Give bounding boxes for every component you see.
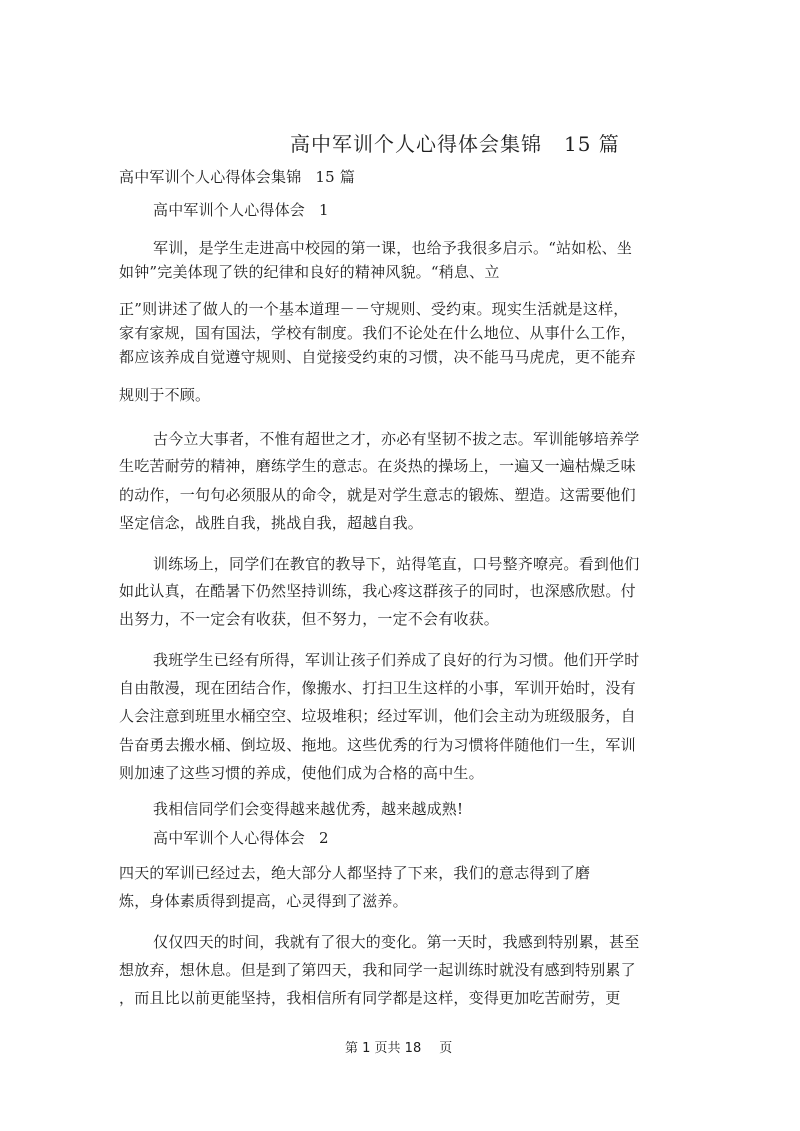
paragraph-line: 都应该养成自觉遵守规则、自觉接受约束的习惯，决不能马马虎虎，更不能弃 (119, 348, 636, 366)
page-number-label: 第 1 页共 18 (345, 1041, 422, 1056)
paragraph-line: 生吃苦耐劳的精神，磨练学生的意志。在炎热的操场上，一遍又一遍枯燥乏味 (119, 457, 636, 475)
paragraph-line: ，而且比以前更能坚持，我相信所有同学都是这样，变得更加吃苦耐劳，更 (119, 989, 621, 1007)
title-count: 15 篇 (564, 132, 620, 156)
paragraph-line: 想放弃，想休息。但是到了第四天，我和同学一起训练时就没有感到特别累了 (119, 961, 636, 979)
section-heading-text: 高中军训个人心得体会 (153, 201, 306, 219)
section-number: 1 (319, 201, 329, 219)
paragraph-line: 我相信同学们会变得越来越优秀，越来越成熟! (153, 800, 464, 818)
paragraph-line: 军训，是学生走进高中校园的第一课，也给予我很多启示。“站如松、坐 (153, 239, 633, 257)
title-text: 高中军训个人心得体会集锦 (290, 132, 542, 156)
paragraph-line: 正”则讲述了做人的一个基本道理－－守规则、受约束。现实生活就是这样， (119, 300, 629, 318)
paragraph-line: 规则于不顾。 (119, 386, 211, 404)
paragraph-line: 自由散漫，现在团结合作，像搬水、打扫卫生这样的小事，军训开始时，没有 (119, 679, 636, 697)
paragraph-line: 的动作，一句句必须服从的命令，就是对学生意志的锻炼、塑造。这需要他们 (119, 486, 636, 504)
paragraph-line: 仅仅四天的时间，我就有了很大的变化。第一天时，我感到特别累，甚至 (153, 933, 640, 951)
paragraph-line: 则加速了这些习惯的养成，使他们成为合格的高中生。 (119, 764, 484, 782)
paragraph-line: 四天的军训已经过去，绝大部分人都坚持了下来，我们的意志得到了磨 (119, 864, 591, 882)
paragraph-line: 如钟”完美体现了铁的纪律和良好的精神风貌。“稍息、立 (119, 263, 500, 281)
paragraph-line: 家有家规，国有国法，学校有制度。我们不论处在什么地位、从事什么工作， (119, 324, 636, 342)
paragraph-line: 训练场上，同学们在教官的教导下，站得笔直，口号整齐嘹亮。看到他们 (153, 555, 640, 573)
section-heading-1 (153, 199, 329, 220)
page-footer (345, 1037, 452, 1056)
subtitle-count: 15 篇 (315, 168, 356, 186)
page-number-suffix: 页 (439, 1041, 453, 1056)
paragraph-line: 出努力，不一定会有收获，但不努力，一定不会有收获。 (119, 610, 500, 628)
section-heading-2 (153, 827, 329, 848)
section-number: 2 (319, 829, 329, 847)
paragraph-line: 我班学生已经有所得，军训让孩子们养成了良好的行为习惯。他们开学时 (153, 651, 640, 669)
subtitle-text: 高中军训个人心得体会集锦 (119, 168, 302, 186)
paragraph-line: 炼，身体素质得到提高，心灵得到了滋养。 (119, 892, 408, 910)
paragraph-line: 古今立大事者，不惟有超世之才，亦必有坚韧不拔之志。军训能够培养学 (153, 430, 640, 448)
document-title (290, 128, 620, 157)
paragraph-line: 人会注意到班里水桶空空、垃圾堆积；经过军训，他们会主动为班级服务，自 (119, 707, 636, 725)
paragraph-line: 告奋勇去搬水桶、倒垃圾、拖地。这些优秀的行为习惯将伴随他们一生，军训 (119, 736, 636, 754)
paragraph-line: 如此认真，在酷暑下仍然坚持训练，我心疼这群孩子的同时，也深感欣慰。付 (119, 582, 636, 600)
subtitle (119, 166, 355, 187)
section-heading-text: 高中军训个人心得体会 (153, 829, 306, 847)
paragraph-line: 坚定信念，战胜自我，挑战自我，超越自我。 (119, 514, 424, 532)
